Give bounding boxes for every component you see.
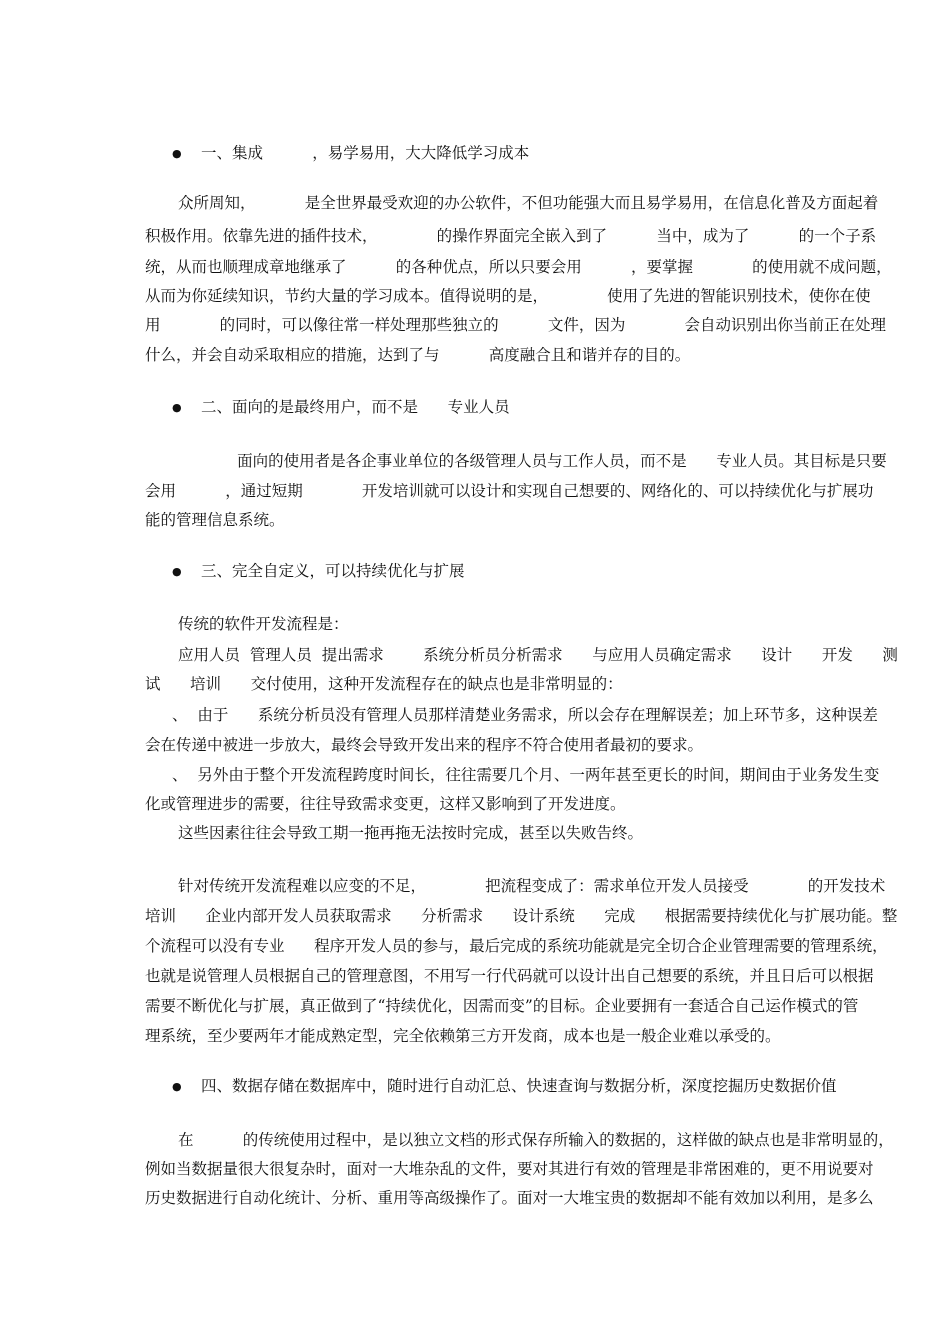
paragraph-line: 也就是说管理人员根据自己的管理意图，不用写一行代码就可以设计出自己想要的系统，并且日后可以根据 (145, 967, 874, 985)
paragraph-line: 众所周知， 是全世界最受欢迎的办公软件，不但功能强大而且易学易用，在信息化普及方面起着 (178, 194, 879, 212)
paragraph-line: 从而为你延续知识，节约大量的学习成本。值得说明的是， 使用了先进的智能识别技术，使你在使 (145, 287, 871, 305)
section-heading: 一、集成 ，易学易用，大大降低学习成本 (201, 144, 530, 162)
bullet-icon: ● (172, 1080, 182, 1093)
paragraph-line: 需要不断优化与扩展，真正做到了“持续优化，因需而变”的目标。企业要拥有一套适合自己运作模式的管 (145, 997, 859, 1015)
paragraph-line: 统，从而也顺理成章地继承了 的各种优点，所以只要会用 ，要掌握 的使用就不成问题， (145, 258, 892, 276)
bullet-icon: ● (172, 401, 182, 414)
paragraph-line: 这些因素往往会导致工期一拖再拖无法按时完成，甚至以失败告终。 (178, 824, 644, 842)
paragraph-line: 理系统，至少要两年才能成熟定型，完全依赖第三方开发商，成本也是一般企业难以承受的。 (145, 1027, 781, 1045)
paragraph-line: 面向的使用者是各企事业单位的各级管理人员与工作人员，而不是 专业人员。其目标是只要 (178, 452, 887, 470)
section-heading: 四、数据存储在数据库中，随时进行自动汇总、快速查询与数据分析，深度挖掘历史数据价值 (201, 1077, 837, 1095)
paragraph-line: 例如当数据量很大很复杂时，面对一大堆杂乱的文件，要对其进行有效的管理是非常困难的，更不用说要对 (145, 1160, 874, 1178)
paragraph-line: 化或管理进步的需要，往往导致需求变更，这样又影响到了开发进度。 (145, 795, 626, 813)
paragraph-line: 用 的同时，可以像往常一样处理那些独立的 文件，因为 会自动识别出你当前正在处理 (145, 316, 887, 334)
paragraph-line: 试 培训 交付使用，这种开发流程存在的缺点也是非常明显的： (145, 675, 623, 693)
paragraph-line: 什么，并会自动采取相应的措施，达到了与 高度融合且和谐并存的目的。 (145, 346, 691, 364)
paragraph-line: 、 由于 系统分析员没有管理人员那样清楚业务需求，所以会存在理解误差；加上环节多，这种误差 (172, 706, 878, 724)
section-heading: 二、面向的是最终用户，而不是 专业人员 (201, 398, 510, 416)
paragraph-line: 、 另外由于整个开发流程跨度时间长，往往需要几个月、一两年甚至更长的时间，期间由于业务发生变 (172, 766, 880, 784)
paragraph-line: 能的管理信息系统。 (145, 511, 285, 529)
section-heading: 三、完全自定义，可以持续优化与扩展 (201, 562, 465, 580)
paragraph-line: 会用 ，通过短期 开发培训就可以设计和实现自己想要的、网络化的、可以持续优化与扩展功 (145, 482, 874, 500)
paragraph-line: 积极作用。依靠先进的插件技术， 的操作界面完全嵌入到了 当中，成为了 的一个子系 (145, 227, 877, 245)
paragraph-line: 在 的传统使用过程中，是以独立文档的形式保存所输入的数据的，这样做的缺点也是非常明显的， (178, 1131, 894, 1149)
paragraph-line: 培训 企业内部开发人员获取需求 分析需求 设计系统 完成 根据需要持续优化与扩展功能。整 (145, 907, 898, 925)
bullet-icon: ● (172, 565, 182, 578)
paragraph-line: 针对传统开发流程难以应变的不足， 把流程变成了：需求单位开发人员接受 的开发技术 (178, 877, 886, 895)
bullet-icon: ● (172, 147, 182, 160)
paragraph-line: 传统的软件开发流程是： (178, 615, 349, 633)
paragraph-line: 个流程可以没有专业 程序开发人员的参与，最后完成的系统功能就是完全切合企业管理需要的管理系统， (145, 937, 888, 955)
paragraph-line: 会在传递中被进一步放大，最终会导致开发出来的程序不符合使用者最初的要求。 (145, 736, 704, 754)
paragraph-line: 历史数据进行自动化统计、分析、重用等高级操作了。面对一大堆宝贵的数据却不能有效加以利用，是多么 (145, 1189, 874, 1207)
paragraph-line: 应用人员 管理人员 提出需求 系统分析员分析需求 与应用人员确定需求 设计 开发 测 (178, 646, 898, 664)
